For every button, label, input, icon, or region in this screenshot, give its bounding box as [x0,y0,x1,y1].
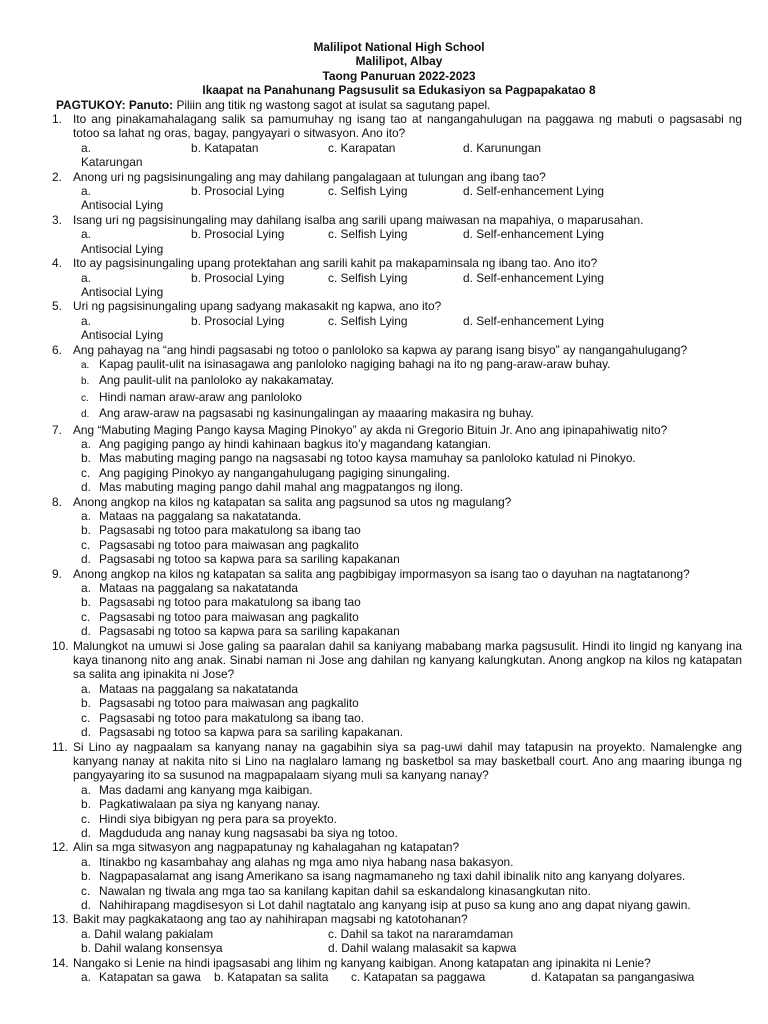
choice-letter: a. [81,854,91,869]
choice-a [56,184,191,213]
choice-b [56,451,742,465]
question-number: 9. [52,566,62,581]
choices-row [56,141,742,170]
choice-a [56,682,742,696]
choice-text: Ang araw-araw na pagsasabi ng kasinungalingan ay maaaring makasira ng buhay. [99,406,534,421]
choice-b [56,797,742,811]
choice-text: Pagsasabi ng totoo para makatulong sa ibang tao [99,595,361,610]
choice-text: Mas mabuting maging pango na nagsasabi ng totoo kaysa mamuhay sa panloloko katulad ni Pinokyo. [99,451,636,466]
choice-text: Mas dadami ang kanyang mga kaibigan. [99,782,313,797]
question-2 [52,169,742,184]
choice-d [56,898,742,912]
choice-text: Pagsasabi ng totoo para maiwasan ang pagkalito [99,609,359,624]
choice-a: a. Dahil walang pakialam [81,926,214,941]
question-1 [52,112,742,141]
choice-b: b. Prosocial Lying [191,184,285,199]
choice-c: c. Selfish Lying [328,227,408,242]
question-number: 5. [52,299,62,314]
choice-a [56,509,742,523]
choice-text: Itinakbo ng kasambahay ang alahas ng mga amo niya habang nasa bakasyon. [99,854,514,869]
instructions [48,98,742,112]
question-11 [52,739,742,783]
choice-letter: a. [81,581,91,596]
school-year: Taong Panuruan 2022-2023 [322,68,476,83]
question-number: 2. [52,169,62,184]
choice-letter: c. [81,465,91,480]
question-7 [52,422,742,437]
choice-letter: a. [81,436,91,451]
question-number: 11. [52,739,68,754]
choice-text: Nagpapasalamat ang isang Amerikano sa isang nagmamaneho ng taxi dahil ibinalik nito ang kanyang dolyares. [99,869,686,884]
choice-text: Pagsasabi ng totoo para maiwasan ang pagkalito [99,537,359,552]
choice-text: Hindi naman araw-araw ang panloloko [99,389,302,404]
choice-a [56,271,191,300]
choice-b: b. Prosocial Lying [191,227,285,242]
choice-c: c. Karapatan [328,140,396,155]
choice-text: Antisocial Lying [81,198,164,213]
choice-letter: d. [81,725,91,740]
choice-text: Mataas na paggalang sa nakatatanda. [99,509,302,523]
question-text: Alin sa mga sitwasyon ang nagpapatunay ng kahalagahan ng katapatan? [73,840,460,855]
question-number: 12. [52,840,69,855]
choice-b [56,696,742,710]
choice-letter: c. [81,710,91,725]
choice-letter: a. [81,140,91,155]
choice-letter: d. [81,897,91,912]
choice-text: Mataas na paggalang sa nakatatanda [99,681,298,696]
question-number: 13. [52,912,69,927]
instructions-text: Piliin ang titik ng wastong sagot at isulat sa sagutang papel. [173,97,491,112]
question-text: Bakit may pagkakataong ang tao ay nahihirapan magsabi ng katotohanan? [73,912,468,927]
question-text: Ang “Mabuting Maging Pango kaysa Maging Pinokyo” ay akda ni Gregorio Bituin Jr. Ano ang ipinapahiwatig nito? [73,422,668,437]
choice-d: d. Self-enhancement Lying [463,227,605,242]
choice-a [56,141,191,170]
choice-letter: c. [81,883,91,898]
question-text: Ito ay pagsisinungaling upang protektahan ang sarili kahit pa makapaminsala ng ibang tao. Ano ito? [73,256,598,271]
choice-letter: a. [81,270,91,285]
question-text: Anong angkop na kilos ng katapatan sa salita ang pagsunod sa utos ng magulang? [73,494,512,509]
choice-letter: d. [81,825,91,840]
question-text: Nangako si Lenie na hindi ipagsasabi ang lihim ng kanyang kaibigan. Anong katapatan ang ipinakita ni Lenie? [73,955,651,970]
question-14 [52,955,742,970]
choice-text: Pagsasabi ng totoo para makatulong sa ibang tao [99,523,361,538]
question-number: 8. [52,494,62,509]
choice-c [56,390,742,406]
choice-letter: a. [81,509,91,523]
choice-text: Pagkatiwalaan pa siya ng kanyang nanay. [99,797,321,812]
choice-c: c. Selfish Lying [328,313,408,328]
choice-a: Katapatan sa gawa [99,970,201,984]
question-number: 7. [52,422,62,437]
choice-text: Katarungan [81,155,143,170]
choice-a [56,855,742,869]
choice-letter: b. [81,595,91,610]
school-location: Malilipot, Albay [355,54,443,69]
choice-text: Magdududa ang nanay kung nagsasabi ba siya ng totoo. [99,825,398,840]
choice-text: Pagsasabi ng totoo para maiwasan ang pagkalito [99,696,359,711]
choice-d: d. Karunungan [463,140,542,155]
choice-b [56,373,742,389]
question-number: 14. [52,955,69,970]
choice-a [56,581,742,595]
choice-d [56,406,742,422]
choice-text: Antisocial Lying [81,328,164,343]
choice-letter: a. [81,227,91,242]
question-number: 1. [52,112,62,127]
choice-b: b. Katapatan [191,140,259,155]
choices-row [56,184,742,213]
question-10 [52,638,742,682]
choice-letter: a. [81,970,91,984]
choice-d: d. Self-enhancement Lying [463,270,605,285]
choice-text: Antisocial Lying [81,284,164,299]
choice-text: Ang paulit-ulit na panloloko ay nakakamatay. [99,373,335,388]
choices-row [56,271,742,300]
choice-d [56,552,742,566]
choice-letter: b. [81,451,91,466]
question-text: Ang pahayag na “ang hindi pagsasabi ng totoo o panloloko sa kapwa ay parang isang bisyo” ay nangangahulugang? [73,342,688,357]
choice-c: c. Dahil sa takot na nararamdaman [328,926,514,941]
choice-letter: d. [81,409,90,421]
choice-text: Nahihirapang magdisesyon si Lot dahil nagtatalo ang kanyang isip at puso sa kung ano ang dapat niyang gawin. [99,897,691,912]
choice-b: b. Katapatan sa salita [214,970,329,984]
choice-letter: a. [81,184,91,199]
school-name: Malilipot National High School [313,40,485,54]
choice-letter: d. [81,552,91,567]
question-text: Malungkot na umuwi si Jose galing sa paaralan dahil sa kaniyang mababang marka pagsusulit. Hindi ito lingid ng kanyang ina kaya tinanong nito ang anak. Sinabi naman ni Jose ang dahilan ng kanyang kalungkutan. Anong angkop na kilos ng katapatan sa salita ang ipinakita ni Jose? [73,638,742,682]
choices-row [56,941,742,955]
question-9 [52,566,742,581]
choice-letter: d. [81,624,91,639]
choice-letter: c. [81,609,91,624]
question-number: 10. [52,638,69,653]
choice-d: d. Self-enhancement Lying [463,313,605,328]
question-5 [52,299,742,314]
question-number: 3. [52,212,62,227]
choice-d [56,624,742,638]
choices-row [56,227,742,256]
question-text: Anong uri ng pagsisinungaling ang may dahilang pangalagaan at tulungan ang ibang tao? [73,169,546,184]
choice-a [56,437,742,451]
choice-c [56,711,742,725]
instructions-label: PAGTUKOY: Panuto: [56,97,174,112]
choice-text: Ang pagiging Pinokyo ay nangangahulugang pagiging sinungaling. [99,465,451,480]
choice-c [56,812,742,826]
choice-b [56,869,742,883]
choice-c: c. Katapatan sa paggawa [351,970,486,984]
choice-b: b. Prosocial Lying [191,270,285,285]
choice-letter: b. [81,869,91,884]
question-number: 6. [52,342,62,357]
choice-text: Pagsasabi ng totoo sa kapwa para sa sariling kapakanan [99,624,400,639]
choice-c [56,466,742,480]
choice-letter: b. [81,797,91,812]
choice-letter: c. [81,392,89,404]
question-number: 4. [52,256,62,271]
choice-text: Mataas na paggalang sa nakatatanda [99,581,298,596]
choice-b: b. Prosocial Lying [191,313,285,328]
choice-b [56,523,742,537]
choice-letter: b. [81,523,91,538]
choice-letter: a. [81,313,91,328]
choice-d [56,725,742,739]
choice-text: Ang pagiging pango ay hindi kahinaan bagkus ito’y magandang katangian. [99,436,492,451]
choices-row [56,927,742,941]
choice-text: Antisocial Lying [81,241,164,256]
question-text: Isang uri ng pagsisinungaling may dahilang isalba ang sarili upang maiwasan na mapahiya, o maparusahan. [73,212,644,227]
question-6 [52,342,742,357]
choices-row [56,970,742,984]
question-text: Uri ng pagsisinungaling upang sadyang makasakit ng kapwa, ano ito? [73,299,442,314]
choice-text: Mas mabuting maging pango dahil mahal ang magpatangos ng ilong. [99,480,464,495]
choice-letter: d. [81,480,91,495]
choice-c [56,884,742,898]
exam-title: Ikaapat na Panahunang Pagsusulit sa Edukasiyon sa Pagpapakatao 8 [202,83,596,98]
choice-text: Pagsasabi ng totoo sa kapwa para sa sariling kapakanan. [99,725,404,740]
choice-letter: a. [81,782,91,797]
choice-text: Kapag paulit-ulit na isinasagawa ang panloloko nagiging bahagi na ito ng pang-araw-araw buhay. [99,356,611,371]
question-text: Si Lino ay nagpaalam sa kanyang nanay na gagabihin siya sa pag-uwi dahil may tatapusin na proyekto. Namalengke ang kanyang nanay at nakita nito si Lino na naglalaro lamang ng basketbol sa may basketball court. Ano ang maaring ibunga ng pangyayaring ito sa susunod na magpapalaam siyang muli sa kanyang nanay? [73,739,742,783]
question-3 [52,212,742,227]
choice-b: b. Dahil walang konsensya [81,941,223,956]
choice-c [56,610,742,624]
choice-d [56,826,742,840]
choice-c: c. Selfish Lying [328,270,408,285]
choice-d: d. Self-enhancement Lying [463,184,605,199]
choice-c: c. Selfish Lying [328,184,408,199]
choice-a [56,314,191,343]
question-text: Ito ang pinakamahalagang salik sa pamumuhay ng isang tao at nangangahulugan na paggawa ng mabuti o pagsasabi ng totoo sa lahat ng oras, bagay, pangyayari o sitwasyon. Ano ito? [73,112,742,141]
question-13 [52,912,742,927]
choice-d [56,480,742,494]
choice-letter: c. [81,537,91,552]
choice-letter: b. [81,696,91,711]
choice-d: d. Katapatan sa pangangasiwa [531,970,695,984]
choice-letter: a. [81,681,91,696]
choice-text: Pagsasabi ng totoo sa kapwa para sa sariling kapakanan [99,552,400,567]
choice-c [56,538,742,552]
question-4 [52,256,742,271]
choice-letter: c. [81,811,91,826]
question-text: Anong angkop na kilos ng katapatan sa salita ang pagbibigay impormasyon sa isang tao o dayuhan na nagtatanong? [73,566,690,581]
choice-a [56,783,742,797]
choice-text: Hindi siya bibigyan ng pera para sa proyekto. [99,811,337,826]
choice-b [56,595,742,609]
question-8 [52,494,742,509]
choice-d: d. Dahil walang malasakit sa kapwa [328,941,517,956]
choice-text: Nawalan ng tiwala ang mga tao sa kanilang kapitan dahil sa eskandalong kinasangkutan nito. [99,883,591,898]
choice-letter: b. [81,376,90,388]
question-12 [52,840,742,855]
choices-row [56,314,742,343]
choice-a [56,357,742,373]
choice-a [56,227,191,256]
choice-text: Pagsasabi ng totoo para makatulong sa ibang tao. [99,710,365,725]
choice-letter: a. [81,359,90,371]
